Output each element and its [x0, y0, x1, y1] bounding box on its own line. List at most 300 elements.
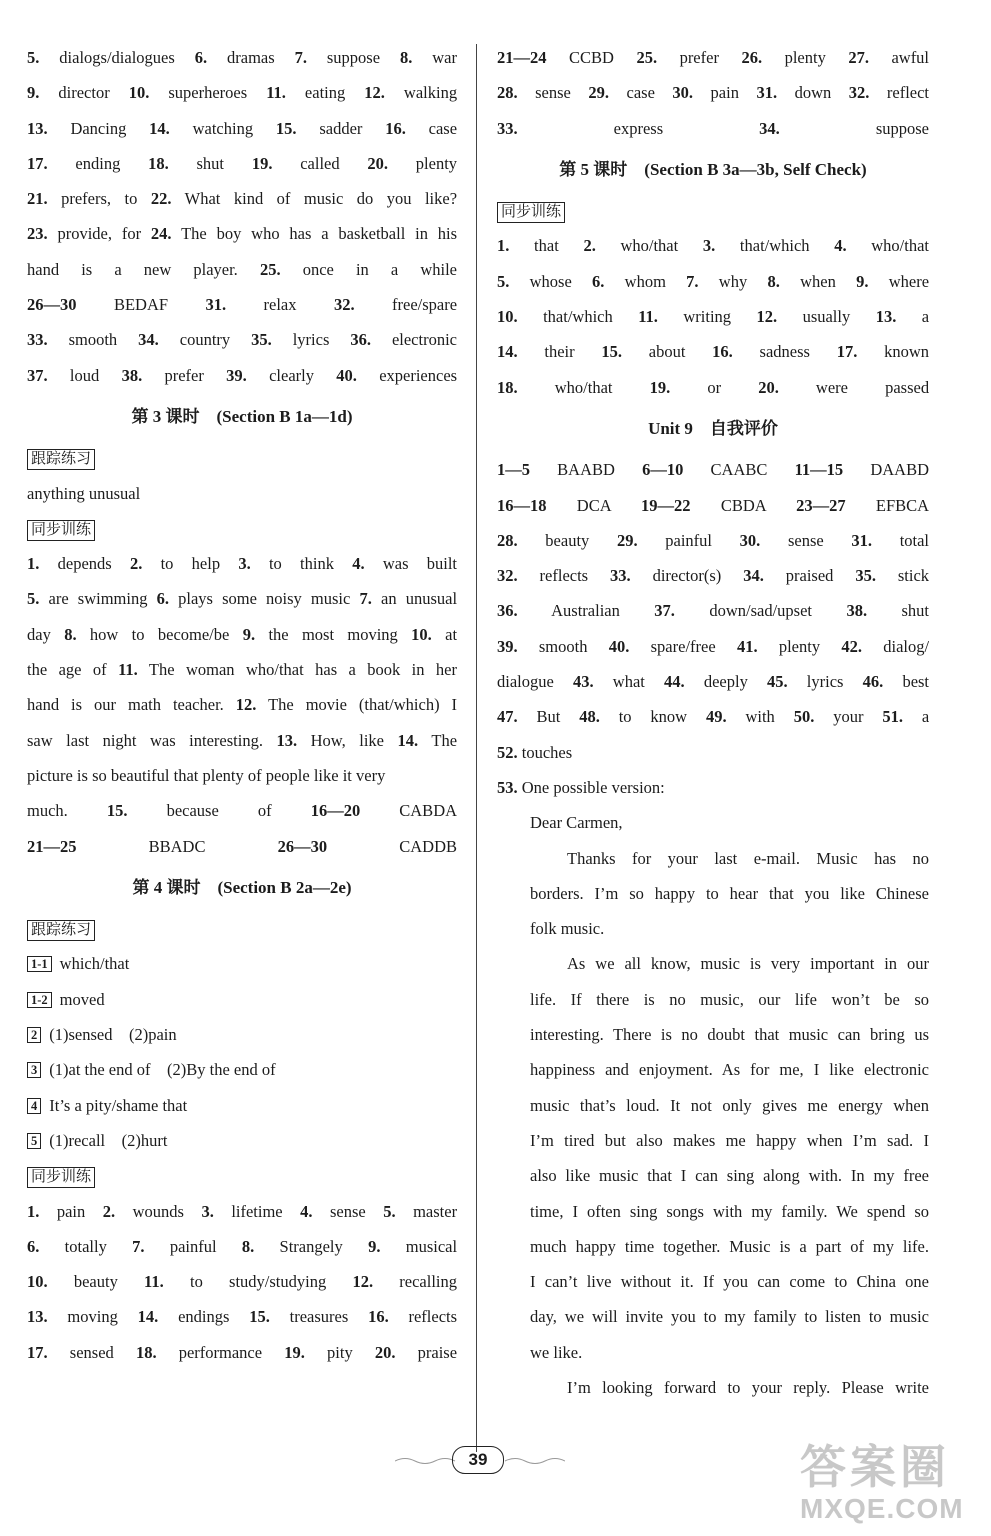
answer-text: CADDB — [399, 836, 457, 856]
lesson4-title: 第 4 课时 (Section B 2a—2e) — [132, 877, 352, 897]
answer-line — [27, 617, 457, 652]
answer-text: reflects — [539, 566, 589, 586]
answer-line — [27, 1229, 457, 1264]
answer-item — [118, 660, 457, 679]
answer-text: about — [648, 342, 686, 362]
answer-item — [27, 154, 120, 173]
answer-number: 48. — [579, 707, 600, 727]
answer-number: 15. — [106, 801, 128, 821]
answer-item — [834, 236, 929, 255]
answer-line — [497, 40, 929, 75]
answer-item — [654, 601, 812, 620]
answer-text: smooth — [68, 330, 118, 350]
answer-number: 12. — [756, 307, 778, 327]
answer-text: sense — [787, 530, 824, 550]
answer-item — [236, 695, 457, 714]
lesson5-sync-label: 同步训练 — [497, 202, 565, 223]
answer-line — [27, 358, 457, 393]
answer-line — [497, 558, 929, 593]
answer-number: 5. — [383, 1201, 396, 1221]
answer-number: 13. — [875, 307, 897, 327]
answer-item — [703, 236, 810, 255]
answer-item — [334, 295, 457, 314]
answer-number: 33. — [497, 118, 518, 138]
answer-number: 34. — [138, 330, 159, 350]
answer-item — [398, 731, 457, 750]
answer-item — [583, 236, 678, 255]
answer-number: 26. — [741, 48, 763, 67]
answer-number: 24. — [150, 224, 172, 244]
tracking-answer: (1)sensed (2)pain — [49, 1025, 177, 1045]
lesson5-sync-answers — [497, 228, 929, 404]
answer-item — [876, 307, 929, 326]
answer-number: 11. — [118, 660, 138, 680]
answer-number: 12. — [352, 1272, 374, 1292]
answer-item — [27, 731, 263, 750]
answer-line — [497, 334, 929, 369]
answer-item — [27, 260, 238, 279]
answer-number: 20. — [758, 377, 779, 397]
answer-text: smooth — [538, 636, 588, 656]
answer-number: 45. — [767, 672, 788, 692]
answer-number: 16—18 — [497, 495, 547, 515]
answer-text: sadness — [759, 342, 810, 362]
answer-number: 19—22 — [641, 495, 691, 515]
answer-number: 4. — [300, 1201, 313, 1221]
answer-item — [130, 554, 220, 573]
answer-number: 12. — [235, 695, 257, 715]
answer-item — [27, 48, 175, 67]
answer-text: at — [445, 624, 457, 644]
answer-item — [64, 625, 229, 644]
answer-number: 5. — [497, 271, 510, 291]
answer-text: a — [921, 307, 929, 327]
answer-item — [276, 731, 384, 750]
answer-number: 31. — [851, 530, 873, 550]
answer-number: 2. — [129, 554, 143, 574]
tracking-item — [27, 946, 457, 981]
answer-text: The boy who has a basketball in his — [181, 224, 457, 244]
answer-line — [27, 1194, 457, 1229]
answer-item — [251, 330, 329, 349]
answer-text: experiences — [379, 365, 457, 385]
answer-item — [136, 1343, 262, 1362]
lesson5-title: 第 5 课时 (Section B 3a—3b, Self Check) — [559, 159, 867, 179]
answer-text: down/sad/upset — [709, 601, 813, 621]
answer-number: 6. — [27, 1236, 40, 1256]
tracking-answer: which/that — [59, 954, 130, 974]
answer-item — [249, 1307, 348, 1326]
answer-number: 30. — [739, 530, 761, 550]
answer-text: known — [884, 342, 929, 362]
answer-item — [122, 366, 204, 385]
answer-text: plays some noisy music — [178, 589, 351, 609]
letter-line: day, we will invite you to my family to listen to music — [530, 1307, 929, 1327]
answer-text: CAABC — [710, 460, 768, 480]
answer-item — [352, 554, 457, 573]
letter-line: interesting. There is no doubt that music can bring us — [530, 1025, 929, 1045]
answer-item — [497, 531, 589, 550]
answer-item — [855, 566, 929, 585]
answer-number: 3. — [201, 1201, 214, 1221]
site-watermark — [800, 1440, 980, 1532]
answer-line — [27, 581, 457, 616]
answer-number: 29. — [588, 83, 609, 103]
answer-number: 6. — [592, 271, 605, 291]
answer-line — [27, 1264, 457, 1299]
answer-item — [368, 1237, 457, 1256]
answer-text: because of — [166, 801, 272, 821]
answer-text: to study/studying — [189, 1272, 327, 1292]
answer-item — [27, 1202, 85, 1221]
answer-line — [497, 523, 929, 558]
answer-number: 40. — [608, 636, 630, 656]
answer-text: sense — [329, 1201, 366, 1221]
answer-number: 17. — [836, 342, 858, 362]
answer-number: 19. — [649, 377, 671, 397]
answer-text: called — [300, 153, 340, 173]
answer-text: director — [58, 83, 110, 103]
answer-number: 12. — [364, 83, 385, 103]
answer-text: reflects — [408, 1307, 457, 1327]
answer-text: praised — [785, 566, 834, 586]
answer-line — [27, 146, 457, 181]
answer-text: where — [888, 271, 929, 291]
answer-item — [352, 1272, 457, 1291]
letter-line: happiness and enjoyment. As for me, I like electronic — [530, 1060, 929, 1080]
answer-number: 4. — [352, 554, 365, 574]
tracking-item — [27, 1017, 457, 1052]
answer-number: 38. — [846, 601, 868, 621]
answer-item — [609, 637, 716, 656]
answer-number: 35. — [855, 566, 876, 586]
answer-text: The — [431, 730, 457, 750]
answer-text: ending — [75, 153, 121, 173]
answer-line — [27, 181, 457, 216]
answer-text: usually — [802, 307, 851, 327]
lesson3-sync-answers — [27, 546, 457, 864]
answer-number: 16—20 — [310, 801, 361, 821]
watermark-bottom: MXQE.COM — [800, 1493, 964, 1524]
answer-text: electronic — [391, 330, 457, 350]
answer-text: endings — [178, 1307, 230, 1327]
answer-line — [497, 111, 929, 146]
answer-text: musical — [405, 1236, 457, 1256]
answer-number: 17. — [27, 153, 48, 173]
answer-line — [497, 75, 929, 110]
answer-number: 13. — [276, 730, 298, 750]
answer-text: director(s) — [652, 566, 722, 586]
answer-item — [284, 1343, 352, 1362]
answer-number: 7. — [686, 271, 699, 291]
answer-number: 50. — [793, 707, 815, 727]
answer-number: 37. — [27, 365, 48, 385]
answer-item — [650, 378, 721, 397]
answer-item — [364, 83, 457, 102]
answer-item — [837, 342, 929, 361]
answer-item — [756, 307, 850, 326]
answer-text: that/which — [543, 307, 613, 327]
tracking-item — [27, 1123, 457, 1158]
answer-item — [400, 48, 457, 67]
letter-line: time, I often sing songs with my family. We spend so — [530, 1201, 929, 1221]
answer-number: 22. — [150, 189, 172, 209]
answer-text: depends — [57, 554, 112, 574]
answer-item — [497, 778, 665, 797]
lesson4-tracking-label: 跟踪练习 — [27, 920, 95, 941]
answer-number: 7. — [359, 589, 372, 609]
answer-item — [592, 272, 666, 291]
answer-item — [497, 637, 587, 656]
answer-line — [27, 687, 457, 722]
tracking-number-box: 2 — [27, 1027, 41, 1043]
answer-text: hand is a new player. — [27, 259, 238, 279]
answer-item — [311, 801, 457, 820]
answer-number: 21—24 — [497, 48, 547, 67]
answer-item — [27, 83, 110, 102]
answer-text: reflect — [886, 83, 929, 103]
answer-text: picture is so beautiful that plenty of people like it very — [27, 765, 386, 785]
answer-text: day — [27, 624, 51, 644]
answer-item — [706, 707, 775, 726]
answer-number: 6. — [194, 48, 208, 67]
answer-item — [579, 707, 687, 726]
answer-text: why — [718, 271, 748, 291]
answer-item — [497, 496, 611, 515]
answer-text: watching — [192, 118, 254, 138]
answer-item — [856, 272, 929, 291]
answer-item — [205, 295, 296, 314]
answer-line — [27, 216, 457, 251]
answer-text: shut — [196, 153, 225, 173]
answer-number: 31. — [756, 83, 778, 103]
unit9-lesson2-answers — [27, 40, 457, 393]
answer-text: CCBD — [569, 48, 614, 67]
answer-item — [497, 601, 620, 620]
answer-number: 21. — [27, 189, 48, 209]
answer-item — [129, 83, 247, 102]
answer-text: What kind of music do you like? — [184, 189, 457, 209]
answer-item — [497, 83, 571, 102]
answer-item — [601, 342, 685, 361]
answer-item — [27, 801, 68, 820]
answer-item — [794, 707, 864, 726]
answer-item — [336, 366, 457, 385]
tracking-number-box: 4 — [27, 1098, 41, 1114]
answer-item — [383, 1202, 457, 1221]
answer-text: case — [428, 118, 457, 138]
tracking-number-box: 5 — [27, 1133, 41, 1149]
answer-text: country — [179, 330, 231, 350]
answer-number: 11. — [266, 83, 286, 103]
answer-number: 33. — [27, 330, 48, 350]
tracking-answer: It’s a pity/shame that — [49, 1095, 188, 1115]
answer-text: relax — [263, 295, 297, 315]
answer-item — [138, 330, 230, 349]
answer-text: The woman who/that has a book in her — [148, 660, 457, 680]
answer-number: 6—10 — [642, 460, 684, 480]
answer-item — [27, 660, 107, 679]
answer-item — [756, 83, 831, 102]
lesson3-tracking-answer: anything unusual — [27, 483, 141, 503]
answer-number: 47. — [497, 707, 518, 727]
answer-text: touches — [521, 742, 573, 762]
answer-number: 32. — [497, 566, 518, 586]
answer-number: 8. — [399, 48, 413, 67]
answer-number: 1. — [497, 236, 510, 256]
answer-item — [242, 1237, 343, 1256]
letter-line: folk music. — [530, 919, 605, 939]
answer-item — [27, 189, 137, 208]
answer-item — [27, 695, 224, 714]
answer-item — [636, 48, 719, 67]
answer-text: whom — [624, 271, 666, 291]
answer-number: 31. — [205, 295, 227, 315]
answer-number: 18. — [135, 1342, 157, 1362]
answer-number: 20. — [367, 153, 389, 173]
answer-number: 25. — [259, 259, 281, 279]
answer-number: 11. — [638, 307, 658, 327]
answer-text: Dancing — [70, 118, 127, 138]
answer-item — [767, 272, 835, 291]
answer-text: beauty — [73, 1272, 118, 1292]
answer-number: 51. — [882, 707, 903, 727]
answer-item — [252, 154, 340, 173]
answer-item — [300, 1202, 366, 1221]
letter-line: I’m looking forward to your reply. Please write — [567, 1377, 929, 1397]
letter-line: I can’t live without it. If you can come to China one — [530, 1272, 929, 1292]
answer-item — [759, 119, 929, 138]
answer-text: who/that — [554, 377, 613, 397]
answer-text: case — [626, 83, 655, 103]
answer-number: 9. — [856, 271, 869, 291]
answer-text: lyrics — [806, 672, 844, 692]
answer-text: performance — [178, 1342, 263, 1362]
answer-text: to help — [160, 554, 221, 574]
answer-line — [27, 723, 457, 758]
answer-number: 32. — [333, 295, 355, 315]
answer-item — [672, 83, 739, 102]
answer-number: 19. — [284, 1342, 305, 1362]
answer-item — [741, 48, 825, 67]
answer-number: 1. — [27, 1201, 40, 1221]
answer-number: 18. — [148, 153, 169, 173]
answer-text: that/which — [739, 236, 810, 256]
letter-line: we like. — [530, 1342, 583, 1362]
answer-text: an unusual — [381, 589, 457, 609]
answer-text: beauty — [545, 530, 590, 550]
answer-number: 11—15 — [794, 460, 844, 480]
answer-line — [497, 264, 929, 299]
letter-line: much happy time together. Music is a part of my life. — [530, 1236, 929, 1256]
answer-text: How, like — [310, 730, 385, 750]
answer-number: 16. — [368, 1307, 389, 1327]
answer-item — [27, 1237, 107, 1256]
answer-number: 9. — [242, 624, 256, 644]
answer-text: One possible version: — [521, 777, 665, 797]
answer-text: the age of — [27, 660, 107, 680]
answer-item — [882, 707, 929, 726]
answer-text: CABDA — [399, 801, 457, 821]
page-number: 39 — [452, 1446, 504, 1474]
answer-item — [266, 83, 345, 102]
answer-text: dialogue — [497, 672, 554, 692]
answer-text: wounds — [132, 1201, 184, 1221]
answer-item — [848, 48, 929, 67]
answer-text: totally — [64, 1236, 107, 1256]
answer-item — [863, 672, 929, 691]
answer-text: treasures — [289, 1307, 349, 1327]
answer-number: 37. — [654, 601, 675, 621]
answer-number: 28. — [497, 530, 518, 550]
column-divider — [476, 44, 477, 1452]
answer-number: 29. — [616, 530, 638, 550]
answer-text: EFBCA — [875, 495, 929, 515]
tracking-answer: (1)at the end of (2)By the end of — [49, 1060, 276, 1080]
lesson4-tracking-answers — [27, 946, 457, 1158]
answer-text: prefer — [164, 365, 204, 385]
answer-item — [27, 330, 117, 349]
answer-line — [27, 829, 457, 864]
answer-number: 42. — [841, 636, 862, 656]
answer-number: 15. — [249, 1307, 270, 1327]
lesson4-sync-label: 同步训练 — [27, 1167, 95, 1188]
answer-number: 8. — [241, 1236, 255, 1256]
answer-line — [27, 40, 457, 75]
answer-number: 5. — [27, 48, 40, 67]
answer-item — [849, 83, 929, 102]
answer-text: loud — [69, 365, 100, 385]
answer-item — [195, 48, 275, 67]
answer-text: was built — [382, 554, 457, 574]
tracking-number-box: 1-1 — [27, 956, 52, 972]
answer-text: hand is our math teacher. — [27, 695, 224, 715]
answer-text: who/that — [620, 236, 679, 256]
answer-text: when — [800, 271, 836, 291]
answer-item — [497, 460, 615, 479]
answer-text: praise — [417, 1342, 457, 1362]
letter-line: As we all know, music is very important in our — [567, 954, 929, 974]
answer-item — [497, 307, 613, 326]
answer-number: 19. — [251, 153, 273, 173]
answer-text: a — [921, 707, 929, 727]
answer-line — [497, 735, 929, 770]
letter-line: also like music that I can sing along with. In my free — [530, 1166, 929, 1186]
answer-item — [149, 119, 253, 138]
answer-item — [375, 1343, 457, 1362]
answer-item — [144, 1272, 326, 1291]
answer-text: their — [544, 342, 575, 362]
answer-item — [27, 224, 141, 243]
answer-number: 2. — [583, 236, 596, 256]
answer-item — [641, 496, 766, 515]
answer-number: 43. — [573, 672, 594, 692]
answer-line — [27, 546, 457, 581]
answer-line — [27, 1335, 457, 1370]
answer-text: CBDA — [720, 495, 766, 515]
answer-text: much. — [27, 801, 68, 821]
answer-text: Strangely — [279, 1236, 343, 1256]
answer-item — [148, 154, 224, 173]
answer-text: pain — [710, 83, 739, 103]
tracking-item — [27, 1088, 457, 1123]
sample-letter — [497, 841, 929, 1406]
answer-line — [27, 75, 457, 110]
answer-text: eating — [304, 83, 346, 103]
answer-text: recalling — [399, 1272, 457, 1292]
answer-item — [497, 707, 560, 726]
answer-text: prefer — [679, 48, 719, 67]
